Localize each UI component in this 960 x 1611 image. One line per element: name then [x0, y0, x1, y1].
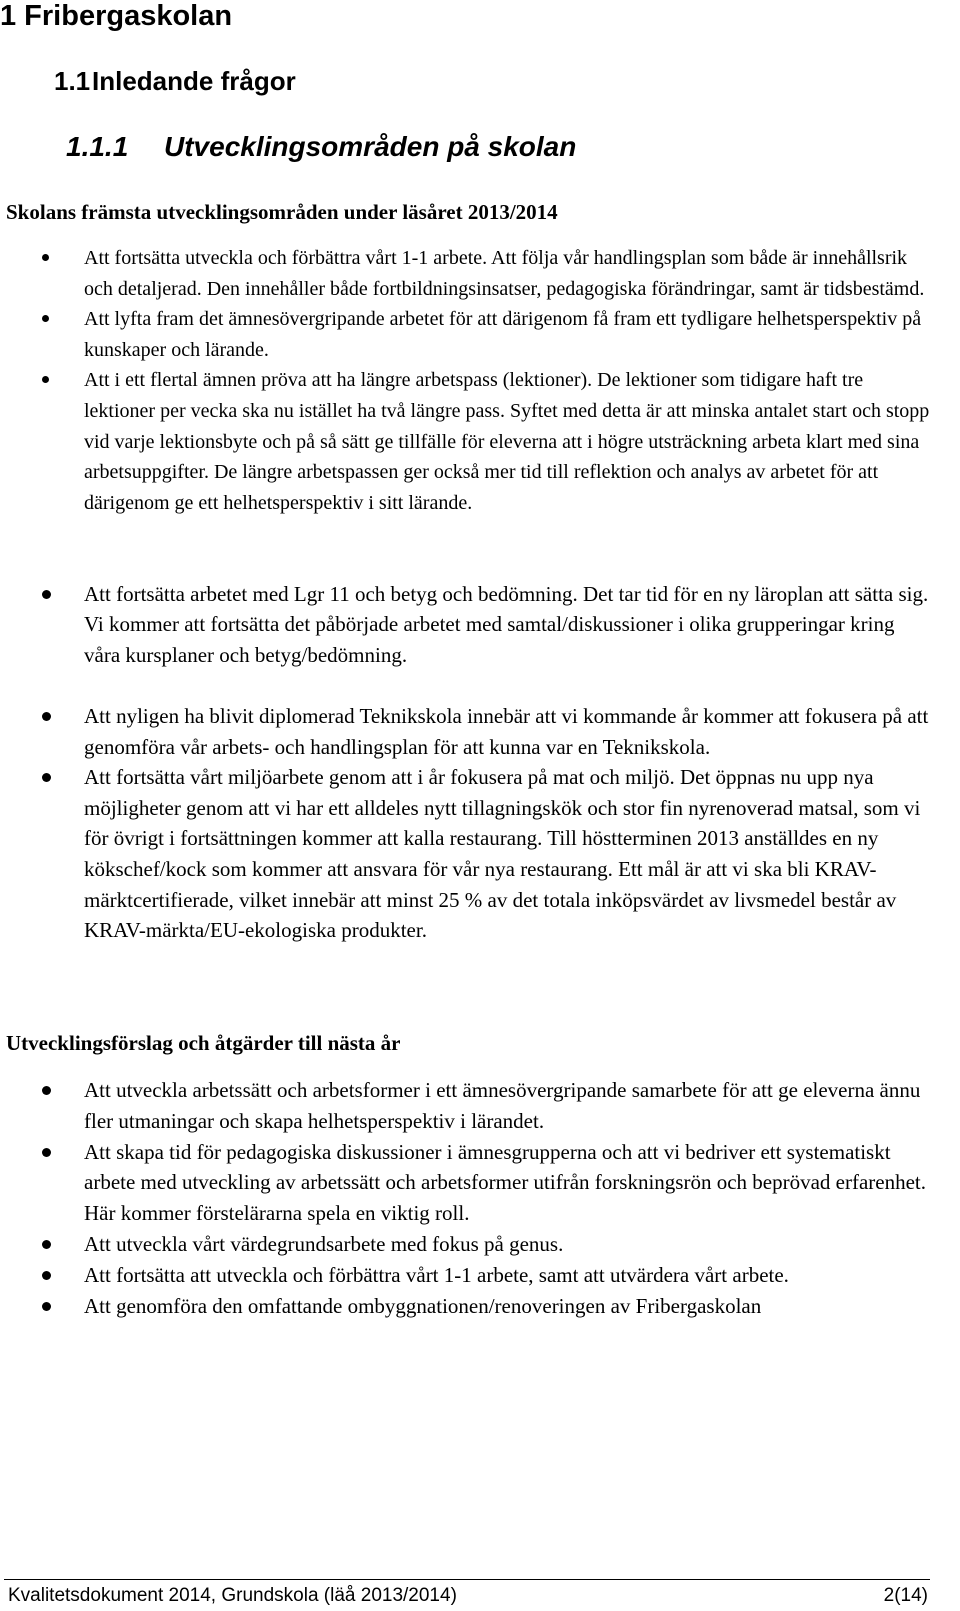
footer [8, 1584, 928, 1608]
bullet-icon [42, 376, 49, 383]
bullet-icon [42, 1240, 51, 1249]
list-item-text: Att i ett flertal ämnen pröva att ha längre arbetspass (lektioner). De lektioner som tidigare haft tre lektioner per vecka ska nu istället ha två längre pass. Syftet med detta är att minska antalet start och stopp vid varje lektionsbyte och på så sätt ge tillfälle för eleverna att i högre utsträckning arbeta klart med sina arbetsuppgifter. De längre arbetspassen ger också mer tid till reflektion och analys av arbetet för att därigenom ge ett helhetsperspektiv i sitt lärande. [84, 369, 930, 514]
list-item [0, 701, 930, 762]
list-item [0, 762, 930, 946]
bullet-icon [42, 590, 51, 599]
section-1-list [0, 243, 930, 518]
section-2-title: Utvecklingsförslag och åtgärder till nästa år [6, 1031, 401, 1055]
bullet-icon [42, 712, 51, 721]
list-item-text: Att fortsätta att utveckla och förbättra vårt 1-1 arbete, samt att utvärdera vårt arbete. [84, 1262, 789, 1287]
bullet-icon [42, 773, 51, 782]
list-item [0, 1291, 930, 1322]
bullet-icon [42, 1148, 51, 1157]
list-item-text: Att utveckla arbetssätt och arbetsformer i ett ämnesövergripande samarbete för att ge eleverna ännu fler utmaningar och skapa helhetsperspektiv i lärandet. [84, 1078, 921, 1133]
list-item-text: Att fortsätta arbetet med Lgr 11 och betyg och bedömning. Det tar tid för en ny läroplan att sätta sig. Vi kommer att fortsätta det påbörjade arbetet med samtal/diskussioner i olika grupperingar kring våra kursplaner och betyg/bedömning. [84, 582, 929, 667]
bullet-icon [42, 315, 49, 322]
list-item [0, 243, 930, 304]
section-1-list-cont [0, 579, 930, 670]
section-2-list [0, 1075, 930, 1321]
list-item [0, 365, 930, 518]
footer-page-number: 2(14) [883, 1585, 928, 1606]
list-item [0, 1260, 930, 1291]
list-item-text: Att fortsätta vårt miljöarbete genom att i år fokusera på mat och miljö. Det öppnas nu upp nya möjligheter genom att vi har ett alldeles nytt tillagningskök och stor fin nyrenoverad matsal, som vi för övrigt i fortsättningen kommer att kalla restaurang. Till höstterminen 2013 anställdes en ny kökschef/kock som kommer att ansvara för vår nya restaurang. Ett mål är att vi ska bli KRAV-märktcertifierade, vilket innebär att minst 25 % av det totala inköpsvärdet av livsmedel består av KRAV-märkta/EU-ekologiska produkter. [84, 765, 921, 943]
heading-3 [66, 131, 576, 163]
bullet-icon [42, 1086, 51, 1095]
list-item-text: Att lyfta fram det ämnesövergripande arbetet för att därigenom få fram ett tydligare helhetsperspektiv på kunskaper och lärande. [84, 308, 922, 361]
list-item [0, 1229, 930, 1260]
bullet-icon [42, 254, 49, 261]
heading-1: 1 Fribergaskolan [0, 0, 233, 32]
heading-2 [54, 66, 296, 96]
bullet-icon [42, 1271, 51, 1280]
list-item [0, 579, 930, 670]
list-item-text: Att genomföra den omfattande ombyggnationen/renoveringen av Fribergaskolan [84, 1293, 762, 1318]
footer-divider [4, 1579, 930, 1580]
heading-2-text: Inledande frågor [92, 66, 296, 96]
section-1-list-cont-2 [0, 701, 930, 946]
list-item [0, 1137, 930, 1229]
list-item [0, 304, 930, 365]
heading-2-number: 1.1 [54, 66, 91, 96]
bullet-icon [42, 1302, 51, 1311]
list-item-text: Att utveckla vårt värdegrundsarbete med fokus på genus. [84, 1231, 564, 1256]
list-item-text: Att skapa tid för pedagogiska diskussioner i ämnesgrupperna och att vi bedriver ett systematiskt arbete med utveckling av arbetssätt och arbetsformer utifrån forskningsrön och beprövad erfarenhet. Här kommer förstelärarna spela en viktig roll. [84, 1139, 926, 1226]
list-item-text: Att nyligen ha blivit diplomerad Teknikskola innebär att vi kommande år kommer att fokusera på att genomföra vår arbets- och handlingsplan för att kunna var en Teknikskola. [84, 704, 929, 759]
heading-3-number: 1.1.1 [66, 131, 129, 162]
section-1-title: Skolans främsta utvecklingsområden under läsåret 2013/2014 [6, 200, 558, 224]
list-item [0, 1075, 930, 1137]
list-item-text: Att fortsätta utveckla och förbättra vårt 1-1 arbete. Att följa vår handlingsplan som både är innehållsrik och detaljerad. Den innehåller både fortbildningsinsatser, pedagogiska förändringar, samt är tidsbestämd. [84, 247, 925, 300]
footer-document-title: Kvalitetsdokument 2014, Grundskola (läå 2013/2014) [8, 1585, 457, 1606]
heading-3-text: Utvecklingsområden på skolan [164, 131, 577, 162]
